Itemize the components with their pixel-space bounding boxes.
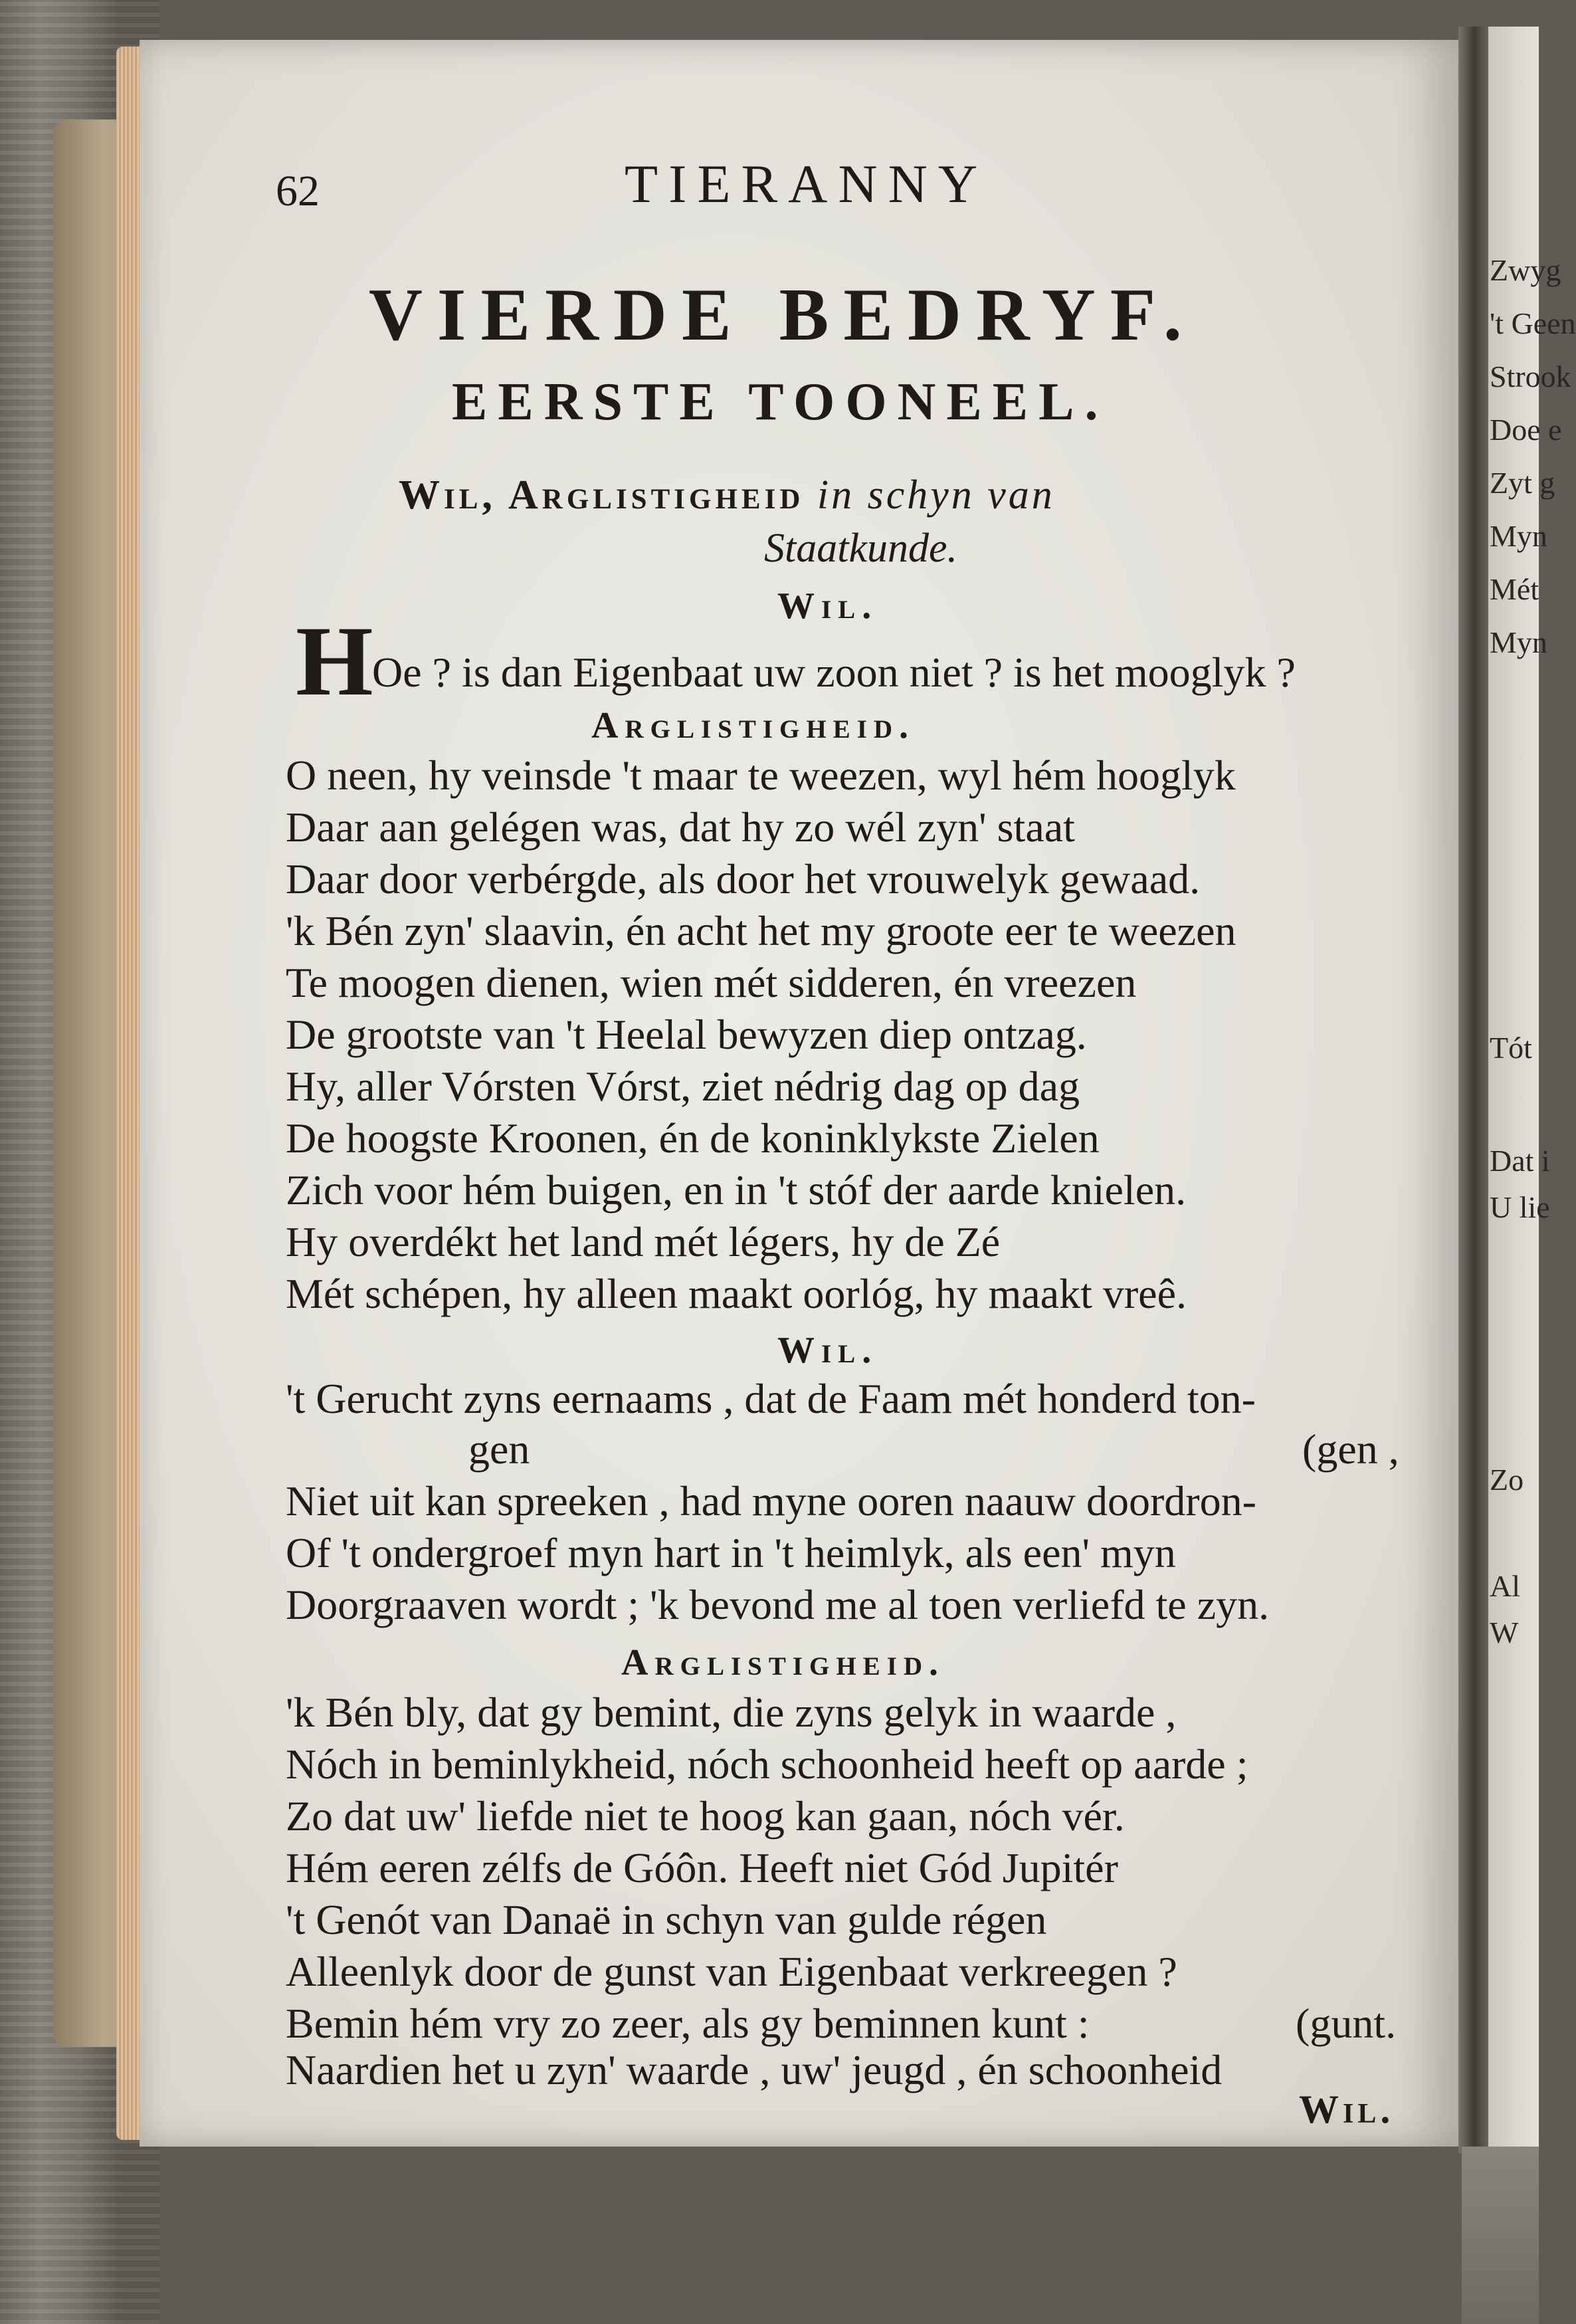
speaker-heading: Wil. — [777, 1330, 878, 1371]
facing-page-fragment: Zo — [1490, 1463, 1524, 1497]
verse-line: Naardien het u zyn' waarde , uw' jeugd , én schoonheid — [286, 2046, 1223, 2093]
verse-line: Daar door verbérgde, als door het vrouwelyk gewaad. — [286, 855, 1201, 902]
verse-line: Oe ? is dan Eigenbaat uw zoon niet ? is het mooglyk ? — [372, 649, 1296, 696]
verse-line: Mét schépen, hy alleen maakt oorlóg, hy maakt vreê. — [286, 1270, 1187, 1317]
verse-line: Alleenlyk door de gunst van Eigenbaat verkreegen ? — [286, 1948, 1177, 1995]
verse-line: Hy overdékt het land mét légers, hy de Zé — [286, 1218, 1001, 1265]
verse-line: Te moogen dienen, wien mét sidderen, én vreezen — [286, 959, 1137, 1006]
facing-page — [1488, 27, 1576, 2153]
verse-line: Hém eeren zélfs de Góôn. Heeft niet Gód Jupitér — [286, 1844, 1118, 1891]
facing-page-fragment: Myn — [1490, 625, 1547, 659]
facing-page-fragment: Strook — [1490, 360, 1571, 393]
verse-line: Doorgraaven wordt ; 'k bevond me al toen verliefd te zyn. — [286, 1581, 1270, 1628]
catchword: Wil. — [1299, 2087, 1395, 2131]
facing-page-fragment: Myn — [1490, 519, 1547, 553]
scene-title: EERSTE TOONEEL. — [452, 373, 1109, 431]
cast-names: Wil, Arglistigheid — [399, 473, 805, 518]
verse-line: 't Genót van Danaë in schyn van gulde régen — [286, 1896, 1047, 1943]
verse-line: Nóch in beminlykheid, nóch schoonheid heeft op aarde ; — [286, 1741, 1248, 1788]
verse-line: Of 't ondergroef myn hart in 't heimlyk, als een' myn — [286, 1529, 1176, 1576]
verse-line: Zich voor hém buigen, en in 't stóf der aarde knielen. — [286, 1166, 1187, 1214]
facing-page-fragment: Dat i — [1490, 1144, 1550, 1178]
verse-line: 'k Bén zyn' slaavin, én acht het my groote eer te weezen — [286, 907, 1236, 954]
facing-page-fragment: U lie — [1490, 1190, 1550, 1224]
verse-line: De grootste van 't Heelal bewyzen diep ontzag. — [286, 1011, 1087, 1058]
act-title: VIERDE BEDRYF. — [369, 274, 1197, 356]
running-title: TIERANNY — [625, 154, 989, 214]
speaker-heading: Arglistigheid. — [621, 1642, 945, 1683]
facing-page-fragment: Zyt g — [1490, 466, 1555, 500]
verse-line: O neen, hy veinsde 't maar te weezen, wyl hém hooglyk — [286, 752, 1236, 799]
cast-description: in schyn van — [804, 473, 1055, 518]
speaker-heading: Arglistigheid. — [591, 705, 916, 746]
verse-line: 't Gerucht zyns eernaams , dat de Faam mét honderd ton- — [286, 1375, 1256, 1422]
facing-page-fragment: W — [1490, 1616, 1519, 1649]
drop-cap: H — [296, 606, 373, 716]
verse-line: Hy, aller Vórsten Vórst, ziet nédrig dag op dag — [286, 1063, 1080, 1110]
cast-list — [399, 472, 1055, 519]
facing-page-fragment: 't Geen — [1490, 306, 1576, 340]
verse-line-runover: (gunt. — [1296, 2000, 1397, 2047]
table-corner — [1462, 2147, 1539, 2324]
facing-page-fragment: Zwyg — [1490, 253, 1561, 287]
verse-line: Zo dat uw' liefde niet te hoog kan gaan, nóch vér. — [286, 1792, 1125, 1840]
facing-page-fragment: Doe e — [1490, 413, 1562, 447]
page-number: 62 — [276, 167, 320, 215]
verse-line-runover: gen — [468, 1426, 530, 1473]
facing-page-fragment: Al — [1490, 1569, 1520, 1603]
verse-line: Daar aan gelégen was, dat hy zo wél zyn' staat — [286, 803, 1075, 851]
verse-line: Niet uit kan spreeken , had myne ooren naauw doordron- — [286, 1477, 1256, 1525]
verse-line: De hoogste Kroonen, én de koninklykste Zielen — [286, 1114, 1100, 1162]
cast-description-continued: Staatkunde. — [764, 526, 957, 571]
facing-page-fragment: Mét — [1490, 572, 1539, 606]
verse-line: Bemin hém vry zo zeer, als gy beminnen kunt : — [286, 2000, 1090, 2047]
verse-line: 'k Bén bly, dat gy bemint, die zyns gelyk in waarde , — [286, 1689, 1177, 1736]
verse-line-runover: (gen , — [1302, 1426, 1399, 1473]
speaker-heading: Wil. — [777, 585, 878, 627]
facing-page-fragment: Tót — [1490, 1031, 1532, 1065]
